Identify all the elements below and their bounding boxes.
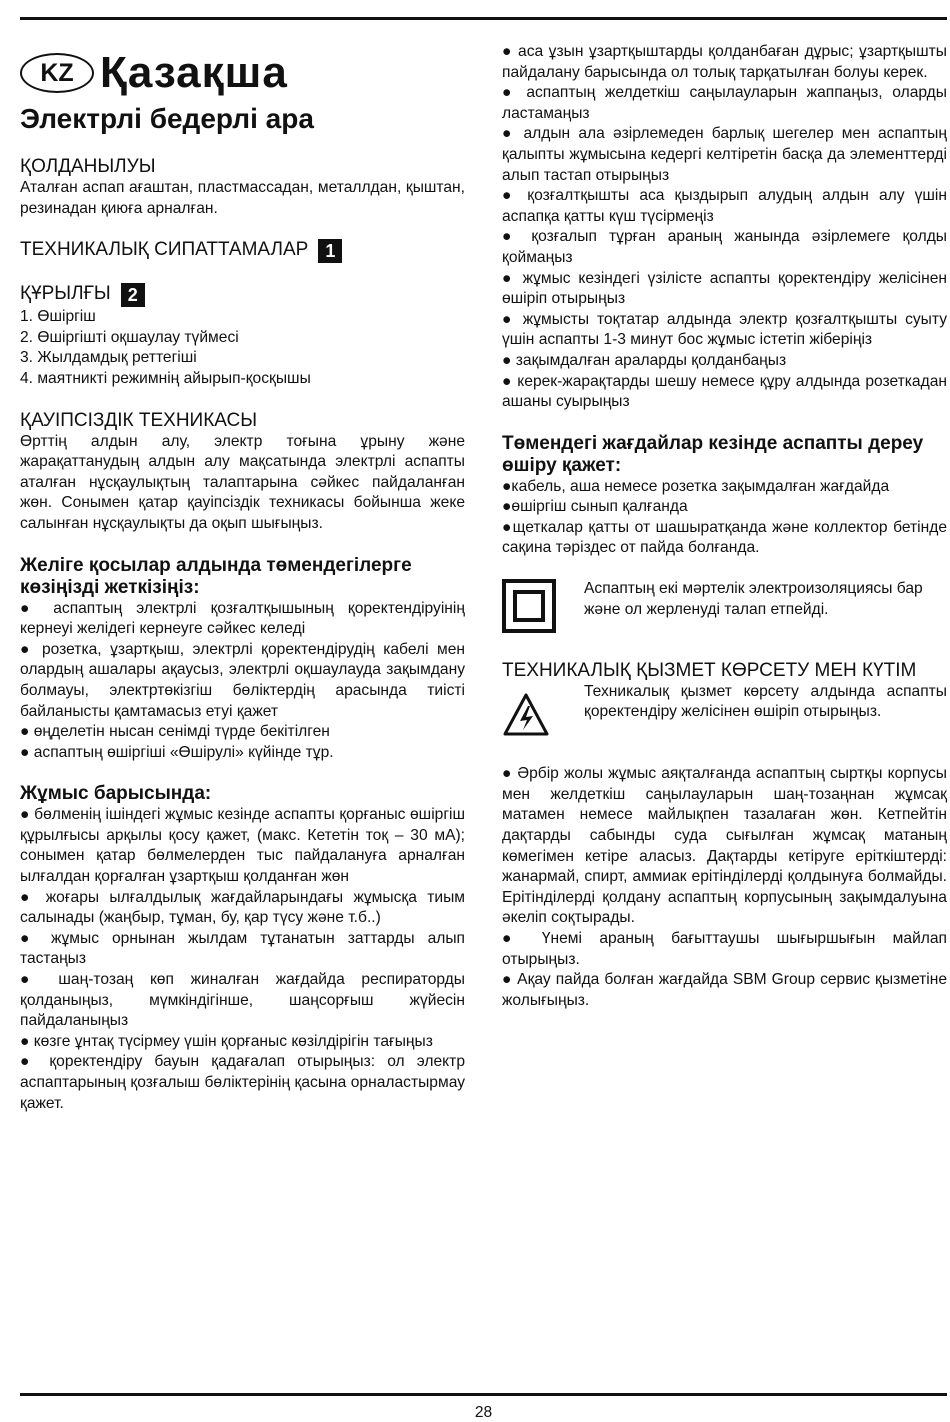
purpose-text: Аталған аспап ағаштан, пластмассадан, металлдан, қыштан, резинадан қиюға арналған.: [20, 179, 465, 217]
device-item: 2. Өшіргішті оқшаулау түймесі: [20, 328, 239, 346]
list-item: ●кабель, аша немесе розетка зақымдалған жағдайда: [502, 477, 890, 495]
list-item: ● жұмыс кезіндегі үзілісте аспапты қоректендіру желісінен өшіріп отырыңыз: [502, 269, 947, 308]
page-number: 28: [474, 1404, 493, 1421]
safety-text: Өрттің алдын алу, электр тоғына ұрыну және жарақаттанудың алдын алу мақсатында электрлі аспапты аталған нұсқаулықтың талаптарына сәйкес пайдаланған жөн. Сонымен қатар қауіпсіздік техникасы бойынша жеке салынған нұсқаулықты да оқып шығыңыз.: [20, 432, 465, 532]
device-heading: [20, 283, 465, 307]
specs-heading-text: ТЕХНИКАЛЫҚ СИПАТТАМАЛАР: [20, 239, 309, 261]
list-item: ● розетка, ұзартқыш, электрлі қоректендірудің кабелі мен олардың ашалары ақаусыз, электрлі оқшаулауда зақымдану болмауы, электртөкізгіш бөліктердің арасында тиісті байланысты қамтамасыз етуі қажет: [20, 640, 465, 720]
high-voltage-warning-icon: [502, 682, 584, 745]
device-item: 3. Жылдамдық реттегіші: [20, 349, 197, 367]
device-item: 4. маятникті режимнің айырып-қосқышы: [20, 369, 311, 387]
specs-figure-badge: 1: [318, 239, 342, 263]
list-item: ● қоректендіру бауын қадағалап отырыңыз: ол электр аспаптарының қозғалыш бөліктерінің қасына орналастырмау қажет.: [20, 1053, 465, 1112]
list-item: ● аспаптың электрлі қозғалтқышының қоректендіруінің кернеуі желідегі кернеуге сәйкес келеді: [20, 599, 465, 638]
list-item: ●өшіргіш сынып қалғанда: [502, 498, 688, 516]
list-item: ● көзге ұнтақ түсірмеу үшін қорғаныс көзілдірігін тағыңыз: [20, 1032, 433, 1050]
device-heading-text: ҚҰРЫЛҒЫ: [20, 283, 111, 305]
list-item: ● жұмысты тоқтатар алдында электр қозғалтқышты суыту үшін аспапты 1-3 минут бос жұмыс істетіп жіберіңіз: [502, 310, 947, 349]
maintenance-warning: [502, 682, 947, 745]
list-item: ● қозғалып тұрған араның жанында әзірлемеге қолды қоймаңыз: [502, 228, 947, 266]
right-column: [502, 42, 947, 1011]
list-item: ● алдын ала әзірлемеден барлық шегелер мен аспаптың қалыпты жұмысына кедергі келтіретін басқа да элементтерді алып тастап отырыңыз: [502, 125, 947, 184]
shutdown-heading: Төмендегі жағдайлар кезінде аспапты дереу өшіру қажет:: [502, 432, 924, 476]
list-item: ● аспаптың өшіргіші «Өшірулі» күйінде тұр.: [20, 743, 334, 761]
language-name: Қазақша: [100, 48, 288, 97]
maintenance-warning-text: Техникалық қызмет көрсету алдында аспапты қоректендіру желісінен өшіріп отырыңыз.: [584, 682, 947, 721]
insulation-text: Аспаптың екі мәртелік электроизоляциясы бар және ол жерленуді талап етпейді.: [584, 580, 923, 618]
language-header: [20, 44, 465, 102]
maintenance-heading: ТЕХНИКАЛЫҚ ҚЫЗМЕТ КӨРСЕТУ МЕН КҮТІМ: [502, 659, 917, 681]
double-insulation-icon: [502, 579, 584, 640]
bottom-rule: [20, 1393, 947, 1396]
insulation-note: [502, 579, 947, 640]
list-item: ● Әрбір жолы жұмыс аяқталғанда аспаптың сыртқы корпусы мен желдеткіш саңылауларын шаң-тозаңнан жұмсақ матамен немесе майлықпен тазалаған жөн. Кетпейтін дақтарды сабынды суда сығылған жұмсақ матаның көмегімен кетіре аласыз. Дақтарды кетіруге еріткіштерді: жанармай, спирт, аммиак ерітінділерді қолдынуға болмайды. Ерітінділерді қолдану аспаптың корпусының зақымдалуына әкеліп соқтырады.: [502, 765, 947, 927]
list-item: ● аса ұзын ұзартқыштарды қолданбаған дұрыс; ұзартқышты пайдалану барысында ол толық тарқатылған болуы керек.: [502, 43, 947, 81]
list-item: ● керек-жарақтарды шешу немесе құру алдында розеткадан ашаны суырыңыз: [502, 372, 947, 411]
list-item: ● шаң-тозаң көп жиналған жағдайда респираторды қолданыңыз, мүмкіндігінше, шаңсорғыш жүйесін пайдаланыңыз: [20, 971, 465, 1030]
list-item: ● өңделетін нысан сенімді түрде бекітілген: [20, 723, 330, 741]
list-item: ● Ақау пайда болған жағдайда SBM Group сервис қызметіне жолығыңыз.: [502, 971, 947, 1009]
safety-heading: ҚАУІПСІЗДІК ТЕХНИКАСЫ: [20, 409, 258, 431]
specs-heading: [20, 239, 465, 263]
language-code-badge: KZ: [20, 53, 94, 93]
during-work-heading: Жұмыс барысында:: [20, 783, 212, 805]
list-item: ●щеткалар қатты от шашыратқанда және коллектор бетінде сақина тәріздес от пайда болғанда.: [502, 518, 947, 557]
device-item: 1. Өшіргіш: [20, 308, 96, 326]
list-item: ● бөлменің ішіндегі жұмыс кезінде аспапты қорғаныс өшіргіш құрылғысы арқылы қосу қажет, (макс. Кететін тоқ – 30 мА); сонымен қатар бөлмелерден тыс пайдалануға арналған ылғалдан қорғалған ұзартқыш қолданған жөн: [20, 806, 465, 886]
list-item: ● қозғалтқышты аса қыздырып алудың алдын алу үшін аспапқа қатты күш түсірмеңіз: [502, 187, 947, 225]
list-item: ● аспаптың желдеткіш саңылауларын жаппаңыз, оларды ластамаңыз: [502, 84, 947, 122]
purpose-heading: ҚОЛДАНЫЛУЫ: [20, 156, 156, 177]
left-column: [20, 40, 465, 1114]
device-figure-badge: 2: [121, 283, 145, 307]
top-rule: [20, 17, 947, 20]
document-title: Электрлі бедерлі ара: [20, 103, 314, 134]
list-item: ● Үнемі араның бағыттаушы шығыршығын майлап отырыңыз.: [502, 930, 947, 968]
list-item: ● зақымдалған араларды қолданбаңыз: [502, 351, 787, 369]
list-item: ● жоғары ылғалдылық жағдайларындағы жұмысқа тиым салынады (жаңбыр, тұман, бу, қар түсу және т.б..): [20, 888, 465, 927]
before-connect-heading: Желіге қосылар алдында төмендегілерге көзіңізді жеткізіңіз:: [20, 554, 412, 598]
list-item: ● жұмыс орнынан жылдам тұтанатын заттарды алып тастаңыз: [20, 929, 465, 968]
